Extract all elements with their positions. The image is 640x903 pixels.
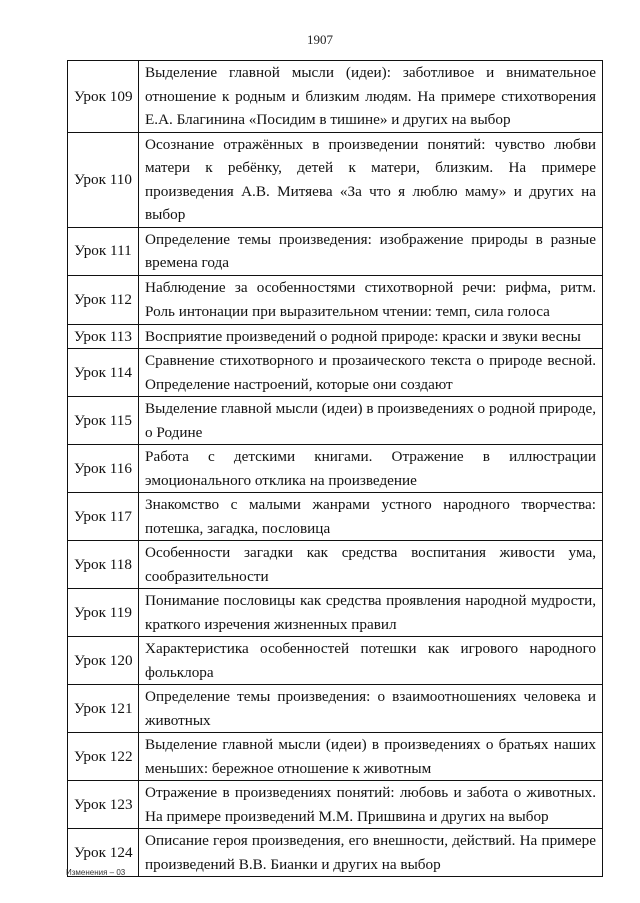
lesson-description: Выделение главной мысли (идеи) в произведениях о родной природе, о Родине	[139, 397, 603, 445]
lesson-description: Работа с детскими книгами. Отражение в иллюстрации эмоционального отклика на произведение	[139, 445, 603, 493]
lesson-number: Урок 110	[68, 132, 139, 227]
lesson-number: Урок 113	[68, 324, 139, 349]
lesson-number: Урок 123	[68, 781, 139, 829]
lesson-description: Восприятие произведений о родной природе: краски и звуки весны	[139, 324, 603, 349]
lesson-number: Урок 115	[68, 397, 139, 445]
page-footer: Изменения – 03	[66, 868, 126, 877]
lesson-description: Описание героя произведения, его внешности, действий. На примере произведений В.В. Бианки и других на выбор	[139, 829, 603, 877]
lesson-number: Урок 120	[68, 637, 139, 685]
table-row	[68, 685, 603, 733]
lesson-description: Знакомство с малыми жанрами устного народного творчества: потешка, загадка, пословица	[139, 493, 603, 541]
lesson-number: Урок 116	[68, 445, 139, 493]
lesson-description: Характеристика особенностей потешки как игрового народного фольклора	[139, 637, 603, 685]
lesson-description: Понимание пословицы как средства проявления народной мудрости, краткого изречения жизненных правил	[139, 589, 603, 637]
table-row	[68, 227, 603, 275]
table-row	[68, 132, 603, 227]
lesson-number: Урок 122	[68, 733, 139, 781]
lesson-number: Урок 118	[68, 541, 139, 589]
lessons-table	[67, 60, 603, 877]
table-row	[68, 324, 603, 349]
lesson-description: Определение темы произведения: о взаимоотношениях человека и животных	[139, 685, 603, 733]
table-row	[68, 445, 603, 493]
lesson-description: Выделение главной мысли (идеи): заботливое и внимательное отношение к родным и близким людям. На примере стихотворения Е.А. Благинина «Посидим в тишине» и других на выбор	[139, 61, 603, 133]
lesson-number: Урок 117	[68, 493, 139, 541]
lesson-description: Выделение главной мысли (идеи) в произведениях о братьях наших меньших: бережное отношение к животным	[139, 733, 603, 781]
table-row	[68, 397, 603, 445]
table-row	[68, 781, 603, 829]
lesson-description: Особенности загадки как средства воспитания живости ума, сообразительности	[139, 541, 603, 589]
page-number: 1907	[307, 32, 333, 47]
table-row	[68, 349, 603, 397]
lesson-description: Определение темы произведения: изображение природы в разные времена года	[139, 227, 603, 275]
lesson-number: Урок 121	[68, 685, 139, 733]
table-row	[68, 829, 603, 877]
table-row	[68, 733, 603, 781]
table-row	[68, 493, 603, 541]
lessons-table-body	[68, 61, 603, 877]
table-row	[68, 637, 603, 685]
table-row	[68, 275, 603, 324]
lesson-number: Урок 119	[68, 589, 139, 637]
lesson-description: Отражение в произведениях понятий: любовь и забота о животных. На примере произведений М.М. Пришвина и других на выбор	[139, 781, 603, 829]
lesson-description: Наблюдение за особенностями стихотворной речи: рифма, ритм. Роль интонации при выразительном чтении: темп, сила голоса	[139, 275, 603, 324]
lesson-number: Урок 109	[68, 61, 139, 133]
lesson-number: Урок 124	[68, 829, 139, 877]
lesson-number: Урок 111	[68, 227, 139, 275]
lesson-description: Сравнение стихотворного и прозаического текста о природе весной. Определение настроений, которые они создают	[139, 349, 603, 397]
table-row	[68, 61, 603, 133]
table-row	[68, 541, 603, 589]
table-row	[68, 589, 603, 637]
lesson-description: Осознание отражённых в произведении понятий: чувство любви матери к ребёнку, детей к матери, близким. На примере произведения А.В. Митяева «За что я люблю маму» и других на выбор	[139, 132, 603, 227]
lesson-number: Урок 112	[68, 275, 139, 324]
lesson-number: Урок 114	[68, 349, 139, 397]
